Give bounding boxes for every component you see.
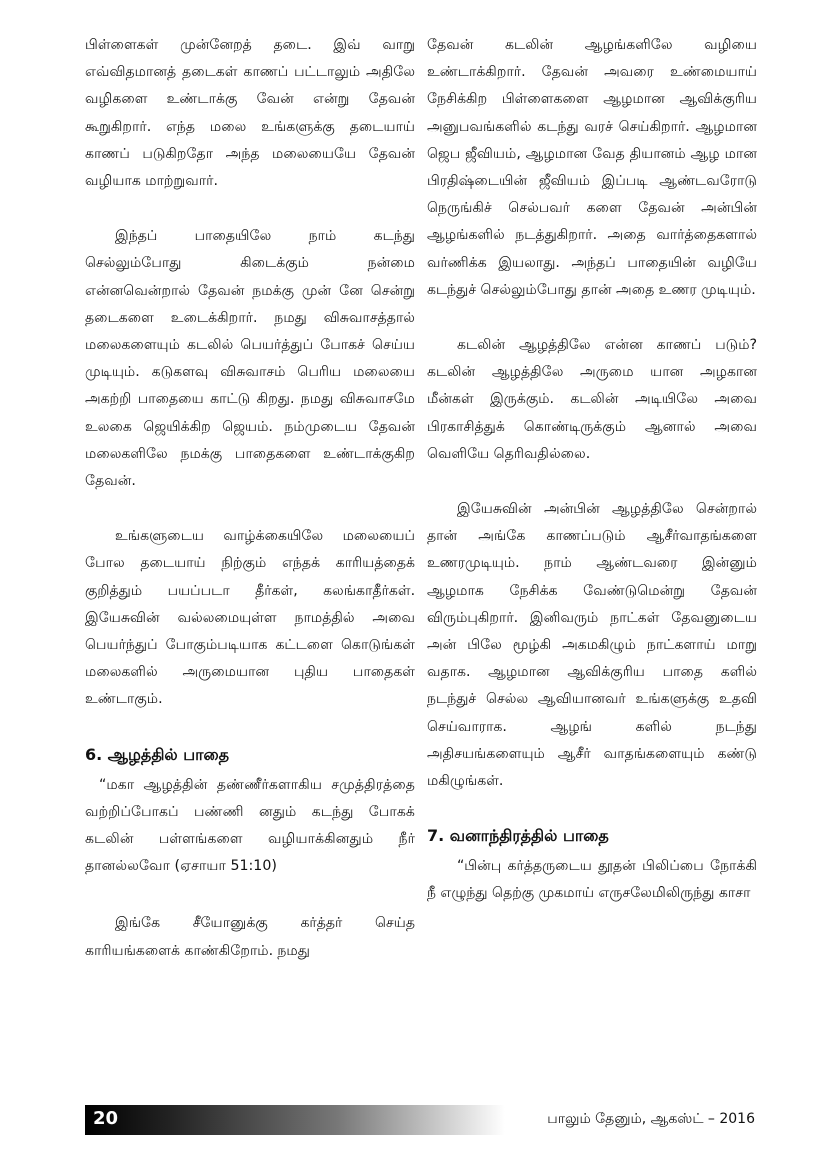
section-heading: 7. வனாந்திரத்தில் பாதை [427,826,609,846]
section-heading: 6. ஆழத்தில் பாதை [85,744,230,764]
paragraph: இங்கே சீயோனுக்கு கர்த்தர் செய்த காரியங்களைக் காண்கிறோம். நமது [85,915,415,959]
right-column [427,32,757,936]
paragraph: இயேசுவின் அன்பின் ஆழத்திலே சென்றால் தான் அங்கே காணப்படும் ஆசீர்வாதங்களை உணரமுடியும். நாம் ஆண்டவரை இன்னும் ஆழமாக நேசிக்க வேண்டுமென்று தேவன் விரும்புகிறார். இனிவரும் நாட்கள் தேவனுடைய அன் பிலே மூழ்கி அகமகிழும் நாட்களாய் மாறு வதாக. ஆழமான ஆவிக்குரிய பாதை களில் நடந்துச் செல்ல ஆவியானவர் உங்களுக்கு உதவி செய்வாராக. ஆழங் களில் நடந்து அதிசயங்களையும் ஆசீர் வாதங்களையும் கண்டு மகிழுங்கள். [427,501,757,790]
scripture-quote: “மகா ஆழத்தின் தண்ணீர்களாகிய சமுத்திரத்தை வற்றிப்போகப் பண்ணி னதும் கடந்து போகக் கடலின் பள்ளங்களை வழியாக்கினதும் நீர் தானல்லவோ (ஏசாயா 51:10) [85,776,415,875]
paragraph: தேவன் கடலின் ஆழங்களிலே வழியை உண்டாக்கிறார். தேவன் அவரை உண்மையாய் நேசிக்கிற பிள்ளைகளை ஆழமான ஆவிக்குரிய அனுபவங்களில் கடந்து வரச் செய்கிறார். ஆழமான ஜெப ஜீவியம், ஆழமான வேத தியானம் ஆழ மான பிரதிஷ்டையின் ஜீவியம் இப்படி ஆண்டவரோடு நெருங்கிச் செல்பவர் களை தேவன் அன்பின் ஆழங்களில் நடத்துகிறார். அதை வார்த்தைகளால் வர்ணிக்க இயலாது. அந்தப் பாதையின் வழியே கடந்துச் செல்லும்போது தான் அதை உணர முடியும். [427,37,757,298]
paragraph: இந்தப் பாதையிலே நாம் கடந்து செல்லும்போது கிடைக்கும் நன்மை என்னவென்றால் தேவன் நமக்கு முன் னே சென்று தடைகளை உடைக்கிறார். நமது விசுவாசத்தால் மலைகளையும் கடலில் பெயர்த்துப் போகச் செய்ய முடியும். கடுகளவு விசுவாசம் பெரிய மலையை அகற்றி பாதையை காட்டு கிறது. நமது விசுவாசமே உலகை ஜெயிக்கிற ஜெயம். நம்முடைய தேவன் மலைகளிலே நமக்கு பாதைகளை உண்டாக்குகிற தேவன். [85,228,415,490]
publication-title: பாலும் தேனும், ஆகஸ்ட் – 2016 [547,1111,755,1127]
paragraph: பிள்ளைகள் முன்னேறத் தடை. இவ் வாறு எவ்விதமானத் தடைகள் காணப் பட்டாலும் அதிலே வழிகளை உண்டாக்கு வேன் என்று தேவன் கூறுகிறார். எந்த மலை உங்களுக்கு தடையாய் காணப் படுகிறதோ அந்த மலையையே தேவன் வழியாக மாற்றுவார். [85,37,415,190]
page-number: 20 [93,1108,119,1129]
footer-gradient-bar [85,1105,505,1135]
left-column [85,32,415,993]
paragraph: “பின்பு கர்த்தருடைய தூதன் பிலிப்பை நோக்கி நீ எழுந்து தெற்கு முகமாய் எருசலேமிலிருந்து காசா [427,858,757,902]
paragraph: கடலின் ஆழத்திலே என்ன காணப் படும்? கடலின் ஆழத்திலே அருமை யான அழகான மீன்கள் இருக்கும். கடலின் அடியிலே அவை பிரகாசித்துக் கொண்டிருக்கும் ஆனால் அவை வெளியே தெரிவதில்லை. [427,337,757,462]
page-footer [85,1105,765,1135]
paragraph: உங்களுடைய வாழ்க்கையிலே மலையைப் போல தடையாய் நிற்கும் எந்தக் காரியத்தைக் குறித்தும் பயப்படா தீர்கள், கலங்காதீர்கள். இயேசுவின் வல்லமையுள்ள நாமத்தில் அவை பெயர்ந்துப் போகும்படியாக கட்டளை கொடுங்கள் மலைகளில் அருமையான புதிய பாதைகள் உண்டாகும். [85,528,415,708]
